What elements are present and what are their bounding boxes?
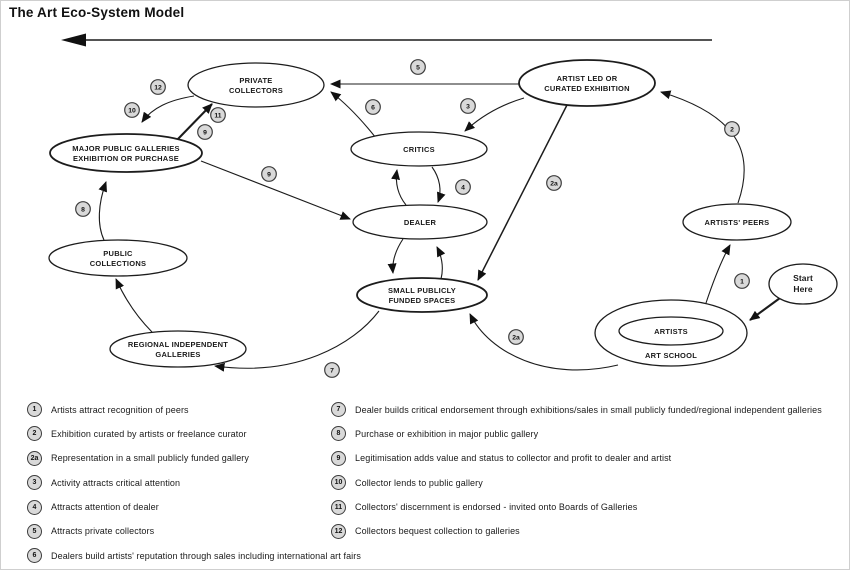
node-regional-independent-galleries [110,331,246,367]
node-small-publicly-funded-spaces [357,278,487,312]
svg-text:12: 12 [154,84,162,92]
legend-badge-8: 8 [331,426,346,441]
legend-badge-4: 4 [27,500,42,515]
legend-text-2a: Representation in a small publicly funded gallery [51,453,250,464]
legend-item-8 [331,426,822,441]
legend-badge-2a: 2a [27,451,42,466]
svg-text:2a: 2a [550,180,558,188]
badge-9-upper [198,125,213,140]
legend-badge-10: 10 [331,475,346,490]
edge-smallspaces-to-dealer [437,247,442,279]
legend-column-left [27,402,361,570]
node-label: DEALER [403,218,437,227]
node-major-public-galleries [50,134,202,172]
svg-text:ART SCHOOL [645,351,697,360]
edge-start-to-artschool [750,298,780,320]
svg-text:1: 1 [740,278,744,286]
badge-7 [325,363,340,378]
svg-text:StartHere [793,273,813,294]
legend-text-3: Activity attracts critical attention [51,477,181,488]
svg-text:ARTIST LED ORCURATED EXHIBITIO [544,74,630,93]
badge-3 [461,99,476,114]
edge-7-smallspaces-to-regional [215,311,379,368]
legend-text-2: Exhibition curated by artists or freelance curator [51,428,247,439]
legend-item-3 [27,475,361,490]
edge-8-publiccollections-to-major [99,182,106,240]
svg-text:4: 4 [461,184,465,192]
legend-badge-1: 1 [27,402,42,417]
legend-text-10: Collector lends to public gallery [355,477,483,488]
legend-text-1: Artists attract recognition of peers [51,404,189,415]
legend-item-9 [331,451,822,466]
svg-text:6: 6 [371,104,375,112]
edge-4-critics-to-dealer [432,167,440,202]
legend-text-6: Dealers build artists' reputation through sales including international art fairs [51,550,361,561]
legend-item-1 [27,402,361,417]
badge-2a-lower [509,330,524,345]
svg-text:5: 5 [416,64,420,72]
ecosystem-diagram [1,1,850,401]
legend-item-5 [27,524,361,539]
node-label: CRITICS [403,145,435,154]
node-label: ARTIST LED OR [556,74,618,83]
node-label: ARTISTS' PEERS [704,218,770,227]
legend-badge-5: 5 [27,524,42,539]
svg-text:8: 8 [81,206,85,214]
node-public-collections [49,240,187,276]
legend-text-12: Collectors bequest collection to galleries [355,526,520,537]
svg-text:9: 9 [267,171,271,179]
node-label: CURATED EXHIBITION [544,84,630,93]
badge-11 [211,108,226,123]
legend-text-9: Legitimisation adds value and status to collector and profit to dealer and artist [355,453,672,464]
node-artists-peers [683,204,791,240]
legend-text-7: Dealer builds critical endorsement through exhibitions/sales in small publicly funded/regional independent galleries [355,404,822,415]
edge-dealer-to-smallspaces [393,239,403,273]
node-label: ART SCHOOL [644,351,698,360]
legend-item-10 [331,475,822,490]
legend-badge-3: 3 [27,475,42,490]
node-art-school [595,300,747,366]
legend-text-4: Attracts attention of dealer [51,502,159,513]
node-artist-led-exhibition [519,60,655,106]
node-label: EXHIBITION OR PURCHASE [73,154,179,163]
legend-badge-11: 11 [331,500,346,515]
svg-text:ARTISTS' PEERS [705,218,770,227]
edge-dealer-to-critics [396,170,406,205]
legend-badge-9: 9 [331,451,346,466]
node-label: REGIONAL INDEPENDENT [127,340,229,349]
svg-text:CRITICS [403,145,435,154]
node-label: SMALL PUBLICLY [387,286,457,295]
legend-badge-6: 6 [27,548,42,563]
node-critics [351,132,487,166]
svg-text:9: 9 [203,129,207,137]
legend-item-2a [27,451,361,466]
badge-2 [725,122,740,137]
edge-2-peers-to-exhibition [661,92,744,203]
badge-1 [735,274,750,289]
svg-text:3: 3 [466,103,470,111]
legend-item-2 [27,426,361,441]
svg-text:MAJOR PUBLIC GALLERIESEXHIBITI [72,144,180,163]
legend-text-8: Purchase or exhibition in major public gallery [355,428,539,439]
legend-item-7 [331,402,822,417]
svg-text:SMALL PUBLICLYFUNDED SPACES [388,286,456,305]
node-label: ARTISTS [654,327,688,336]
node-start-here [769,264,837,304]
svg-text:DEALER [404,218,437,227]
legend-badge-7: 7 [331,402,346,417]
legend-badge-2: 2 [27,426,42,441]
edge-6-critics-to-collectors [331,92,376,138]
svg-text:11: 11 [214,112,222,120]
node-private-collectors [188,63,324,107]
badge-2a-upper [547,176,562,191]
badge-5 [411,60,426,75]
node-label: PUBLIC [103,249,133,258]
legend-item-12 [331,524,822,539]
svg-text:2: 2 [730,126,734,134]
edge-1-artschool-to-peers [706,245,730,303]
svg-text:7: 7 [330,367,334,375]
legend-column-right [331,402,822,548]
page-title: The Art Eco-System Model [9,5,185,20]
edge-2a-exhibition-to-smallspaces [478,105,567,280]
edge-2a-artschool-to-smallspaces [470,314,618,370]
svg-text:ARTISTS [654,327,688,336]
badge-8 [76,202,91,217]
badge-12 [151,80,166,95]
node-label: COLLECTORS [228,86,284,95]
node-label: FUNDED SPACES [388,296,456,305]
edge-10-12-collectors-to-major [142,96,194,122]
badge-10 [125,103,140,118]
node-label: GALLERIES [155,350,201,359]
node-label: Start [793,273,813,283]
badge-6 [366,100,381,115]
edge-regional-to-publiccollections [116,279,152,332]
node-dealer [353,205,487,239]
legend-badge-12: 12 [331,524,346,539]
legend-item-4 [27,500,361,515]
badge-9-mid [262,167,277,182]
node-label: MAJOR PUBLIC GALLERIES [72,144,180,153]
flow-direction-arrow [61,34,712,47]
svg-text:2a: 2a [512,334,520,342]
node-label: PRIVATE [239,76,273,85]
svg-text:10: 10 [128,107,136,115]
badge-4 [456,180,471,195]
legend-item-11 [331,500,822,515]
legend-text-5: Attracts private collectors [51,526,155,537]
legend-item-6 [27,548,361,563]
node-label: COLLECTIONS [89,259,147,268]
legend-text-11: Collectors' discernment is endorsed - invited onto Boards of Galleries [355,502,638,513]
node-label: Here [793,284,813,294]
